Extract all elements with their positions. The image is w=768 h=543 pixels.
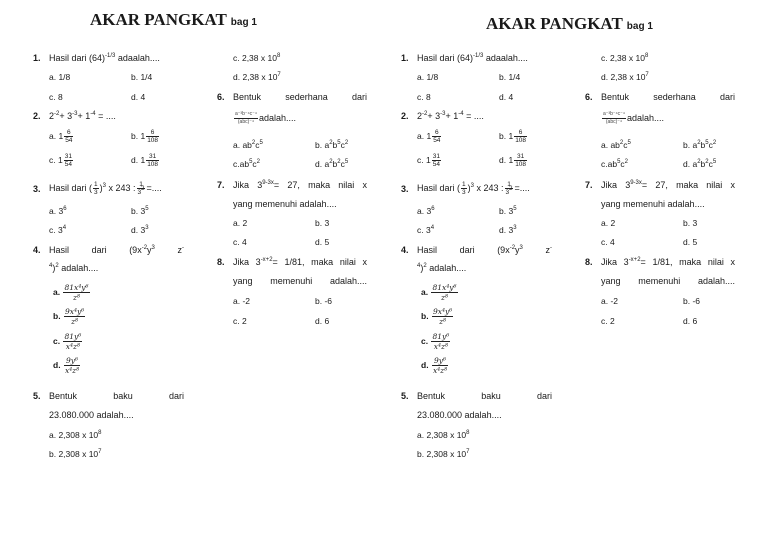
- option-b: b. 2,308 x $10^7$: [49, 449, 102, 459]
- question-number: 2.: [401, 111, 409, 121]
- option-d: d. 2,38 x $10^7$: [601, 72, 649, 82]
- option-c: $c.ab^5c^2$: [601, 159, 629, 169]
- option-d: d. 1 $\frac{31}{108}$: [499, 153, 527, 168]
- option-d: d. $\frac{\text{9y⁶}}{\text{x⁴z⁸}}$: [421, 356, 448, 375]
- option-c: c. 4: [233, 237, 247, 247]
- option-b: b. $\frac{\text{9x⁴y⁶}}{\text{z⁸}}$: [53, 307, 85, 326]
- question-4-text-line2: $^4$)$^2$ adalah....: [49, 263, 99, 273]
- page-title: [486, 14, 653, 34]
- question-7-text-line2: yang memenuhi adalah....: [233, 199, 337, 209]
- option-d: d. $3^3$: [499, 225, 517, 235]
- option-c: c. $3^4$: [49, 225, 67, 235]
- option-a: a. 2,308 x $10^8$: [49, 430, 102, 440]
- question-8-text: Jika $3^{-x+2}= 1/81$, maka nilai x: [601, 257, 735, 267]
- question-6-text-line2: $\frac{\text{a⁻³b⁻⁴c⁻⁴}}{\text{(abc)⁻⁴}}$ adalah....: [603, 111, 664, 125]
- option-d: d. $\frac{\text{9y⁶}}{\text{x⁴z⁸}}$: [53, 356, 80, 375]
- question-number: 8.: [585, 257, 593, 267]
- question-4-text: Hasil dari ($9x^{-2}y^3$ z-: [417, 245, 552, 255]
- question-number: 1.: [33, 53, 41, 63]
- option-d: d. 5: [315, 237, 330, 247]
- option-b: b. 1/4: [499, 72, 521, 82]
- option-b: b. 1 $\frac{6}{108}$: [499, 129, 527, 144]
- question-7-text: Jika $3^{9-3x}= 27$, maka nilai x: [601, 180, 735, 190]
- option-c: c. 2,38 x $10^8$: [233, 53, 281, 63]
- option-d: d. 6: [683, 316, 698, 326]
- question-1-text: Hasil dari $(64)^{-1/3}$ adaalah....: [49, 53, 160, 63]
- option-a: a. $ab^2c^5$: [601, 140, 631, 150]
- option-a: a. 1 $\frac{6}{54}$: [49, 129, 73, 144]
- option-d: d. 4: [499, 92, 514, 102]
- question-6-text: Bentuk sederhana dari: [233, 92, 367, 102]
- option-d: d. $a^2b^2c^5$: [683, 159, 717, 169]
- option-d: d. 5: [683, 237, 698, 247]
- option-c: c. 1 $\frac{31}{54}$: [417, 153, 440, 168]
- option-a: a. 1 $\frac{6}{54}$: [417, 129, 441, 144]
- question-1-text: Hasil dari $(64)^{-1/3}$ adaalah....: [417, 53, 528, 63]
- option-c: c. 4: [601, 237, 615, 247]
- option-a: a. $3^6$: [417, 206, 435, 216]
- option-a: a. $ab^2c^5$: [233, 140, 263, 150]
- option-a: a. -2: [601, 296, 619, 306]
- option-a: a. 1/8: [49, 72, 71, 82]
- option-c: c. $3^4$: [417, 225, 435, 235]
- option-c: c. $\frac{\text{81y⁶}}{\text{x⁴z⁸}}$: [53, 332, 82, 351]
- question-number: 1.: [401, 53, 409, 63]
- title-suffix: bag 1: [626, 21, 653, 32]
- question-5-text-line2: 23.080.000 adalah....: [49, 410, 134, 420]
- question-4-text-line2: $^4$)$^2$ adalah....: [417, 263, 467, 273]
- question-number: 5.: [401, 391, 409, 401]
- option-b: b. $a^2b^5c^2$: [315, 140, 349, 150]
- option-b: b. $a^2b^5c^2$: [683, 140, 717, 150]
- option-c: c. 8: [49, 92, 63, 102]
- question-6-text-line2: $\frac{\text{a⁻³b⁻⁴c⁻⁴}}{\text{(abc)⁻⁴}}$ adalah....: [235, 111, 296, 125]
- option-d: d. 6: [315, 316, 330, 326]
- option-a: a. 2: [233, 218, 248, 228]
- option-d: d. $3^3$: [131, 225, 149, 235]
- option-b: b. $3^5$: [131, 206, 149, 216]
- question-7-text: Jika $3^{9-3x}= 27$, maka nilai x: [233, 180, 367, 190]
- question-3-text: Hasil dari ( $\frac{1}{3}$ )$^3$ x 243 : $\frac{1}{3^2}$ =....: [49, 181, 162, 196]
- option-c: c. 2,38 x $10^8$: [601, 53, 649, 63]
- option-b: b. $\frac{\text{9x⁴y⁶}}{\text{z⁸}}$: [421, 307, 453, 326]
- question-8-text-line2: yang memenuhi adalah....: [601, 276, 735, 286]
- question-7-text-line2: yang memenuhi adalah....: [601, 199, 705, 209]
- question-number: 5.: [33, 391, 41, 401]
- option-a: a. 1/8: [417, 72, 439, 82]
- question-5-text: Bentuk baku dari: [417, 391, 552, 401]
- option-a: a. $3^6$: [49, 206, 67, 216]
- question-2-text: $2^{-2}+ 3^{-3}+ 1^{-4}$ = ....: [417, 111, 484, 121]
- question-number: 8.: [217, 257, 225, 267]
- option-c: c. 8: [417, 92, 431, 102]
- option-c: c. 2: [233, 316, 247, 326]
- title-text: AKAR PANGKAT: [90, 10, 227, 29]
- option-b: b. -6: [683, 296, 701, 306]
- question-number: 6.: [217, 92, 225, 102]
- option-a: a. 2: [601, 218, 616, 228]
- question-5-text: Bentuk baku dari: [49, 391, 184, 401]
- option-b: b. 1/4: [131, 72, 153, 82]
- option-b: b. -6: [315, 296, 333, 306]
- question-number: 4.: [33, 245, 41, 255]
- option-c: c. 1 $\frac{31}{54}$: [49, 153, 72, 168]
- question-2-text: $2^{-2}+ 3^{-3}+ 1^{-4}$ = ....: [49, 111, 116, 121]
- question-8-text-line2: yang memenuhi adalah....: [233, 276, 367, 286]
- question-8-text: Jika $3^{-x+2}= 1/81$, maka nilai x: [233, 257, 367, 267]
- question-number: 3.: [401, 184, 409, 194]
- option-d: d. $a^2b^2c^5$: [315, 159, 349, 169]
- option-a: a. -2: [233, 296, 251, 306]
- option-c: $c.ab^5c^2$: [233, 159, 261, 169]
- option-a: a. 2,308 x $10^8$: [417, 430, 470, 440]
- question-number: 7.: [585, 180, 593, 190]
- option-b: b. $3^5$: [499, 206, 517, 216]
- option-c: c. $\frac{\text{81y⁶}}{\text{x⁴z⁸}}$: [421, 332, 450, 351]
- worksheet-right: [368, 0, 752, 543]
- question-3-text: Hasil dari ( $\frac{1}{3}$ )$^3$ x 243 : $\frac{1}{3^2}$ =....: [417, 181, 530, 196]
- option-d: d. 2,38 x $10^7$: [233, 72, 281, 82]
- question-number: 4.: [401, 245, 409, 255]
- option-d: d. 4: [131, 92, 146, 102]
- option-b: b. 3: [315, 218, 330, 228]
- option-b: b. 3: [683, 218, 698, 228]
- question-number: 6.: [585, 92, 593, 102]
- question-number: 7.: [217, 180, 225, 190]
- option-d: d. 1 $\frac{31}{108}$: [131, 153, 159, 168]
- option-a: a. $\frac{\text{81x⁴y⁶}}{\text{z⁸}}$: [53, 283, 89, 302]
- question-6-text: Bentuk sederhana dari: [601, 92, 735, 102]
- question-5-text-line2: 23.080.000 adalah....: [417, 410, 502, 420]
- option-b: b. 1 $\frac{6}{108}$: [131, 129, 159, 144]
- page-title: [90, 10, 257, 30]
- question-4-text: Hasil dari ($9x^{-2}y^3$ z-: [49, 245, 184, 255]
- option-c: c. 2: [601, 316, 615, 326]
- option-b: b. 2,308 x $10^7$: [417, 449, 470, 459]
- question-number: 2.: [33, 111, 41, 121]
- question-number: 3.: [33, 184, 41, 194]
- title-text: AKAR PANGKAT: [486, 14, 623, 33]
- option-a: a. $\frac{\text{81x⁴y⁶}}{\text{z⁸}}$: [421, 283, 457, 302]
- title-suffix: bag 1: [230, 17, 257, 28]
